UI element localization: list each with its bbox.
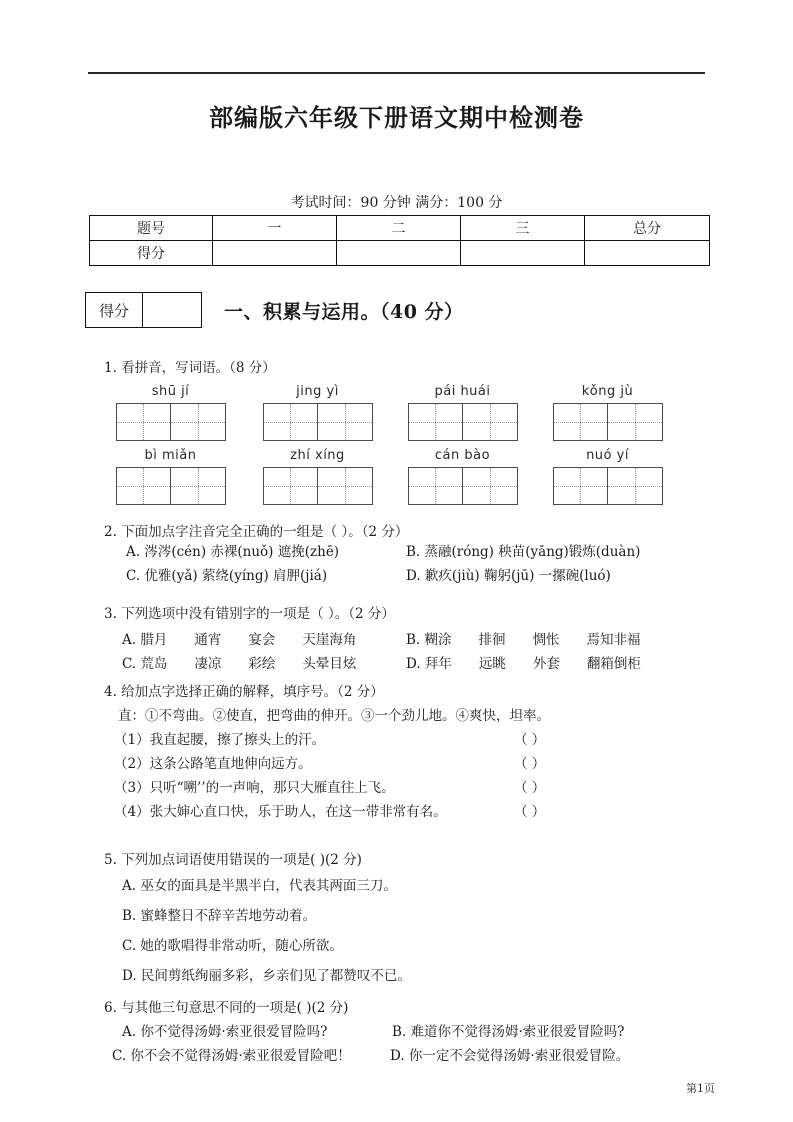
tianzige-cell[interactable]: [462, 404, 516, 440]
question-2-prompt: 2. 下面加点字注音完全正确的一组是（ ）。（2 分）: [104, 524, 409, 540]
score-table-cell: 一: [213, 216, 337, 241]
score-table-cell: 总分: [585, 216, 710, 241]
pinyin-label: nuó yí: [586, 448, 629, 463]
tianzige-cell[interactable]: [170, 404, 224, 440]
score-table-cell: 三: [461, 216, 585, 241]
pinyin-grid-row-1: [0, 383, 793, 445]
section-score-box: [85, 292, 202, 328]
section-score-label: 得分: [86, 293, 143, 327]
tianzige-cell[interactable]: [409, 404, 463, 440]
pinyin-grid-item: [400, 383, 525, 441]
pinyin-label: cán bào: [434, 448, 491, 463]
question-4-answer-2[interactable]: （ ）: [514, 756, 546, 772]
tianzige-box[interactable]: [263, 467, 373, 505]
page-title: 部编版六年级下册语文期中检测卷: [209, 103, 584, 132]
tianzige-cell[interactable]: [117, 404, 171, 440]
table-row: [90, 241, 710, 266]
tianzige-cell[interactable]: [264, 468, 318, 504]
question-3-option-d[interactable]: D. 拜年 远眺 外套 翻箱倒柜: [406, 656, 641, 672]
tianzige-box[interactable]: [553, 403, 663, 441]
pinyin-grid-item: [545, 383, 670, 441]
pinyin-label: pái huái: [434, 384, 491, 399]
question-5-option-b[interactable]: B. 蜜蜂整日不辞辛苦地劳动着。: [122, 908, 317, 924]
tianzige-cell[interactable]: [317, 468, 371, 504]
question-5-prompt: 5. 下列加点词语使用错误的一项是( )(2 分): [104, 852, 362, 868]
pinyin-label: bì miǎn: [144, 448, 197, 463]
question-3-option-b[interactable]: B. 糊涂 排徊 惆怅 焉知非福: [406, 632, 641, 648]
question-2-option-a[interactable]: A. 涔涔(cén) 赤裸(nuǒ) 遮挽(zhē): [126, 544, 340, 560]
question-3-prompt: 3. 下列选项中没有错别字的一项是（ ）。（2 分）: [104, 606, 395, 622]
question-4-item-4: （4）张大婶心直口快，乐于助人，在这一带非常有名。: [114, 804, 447, 820]
score-input-cell[interactable]: [213, 241, 337, 266]
tianzige-cell[interactable]: [607, 404, 661, 440]
score-table-cell: 得分: [90, 241, 213, 266]
question-3-option-c[interactable]: C. 荒岛 凄凉 彩绘 头晕目炫: [122, 656, 357, 672]
question-2-option-c[interactable]: C. 优雅(yǎ) 萦绕(yíng) 肩胛(jiá): [126, 568, 328, 584]
pinyin-label: kǒng jù: [581, 384, 634, 399]
question-5-option-d[interactable]: D. 民间剪纸绚丽多彩，乡亲们见了都赞叹不已。: [122, 968, 411, 984]
pinyin-grid-item: [255, 383, 380, 441]
score-table-cell: 题号: [90, 216, 213, 241]
tianzige-cell[interactable]: [117, 468, 171, 504]
header-rule: [88, 72, 705, 74]
question-4-prompt: 4. 给加点字选择正确的解释，填序号。（2 分）: [104, 684, 384, 700]
question-6-option-d[interactable]: D. 你一定不会觉得汤姆·索亚很爱冒险。: [390, 1048, 630, 1064]
question-4-item-3: （3）只听“嗍’’的一声响，那只大雁直往上飞。: [114, 780, 395, 796]
pinyin-grid-row-2: [0, 447, 793, 509]
score-table-cell: 二: [337, 216, 461, 241]
section-header: [85, 292, 464, 328]
tianzige-cell[interactable]: [317, 404, 371, 440]
score-input-cell[interactable]: [337, 241, 461, 266]
pinyin-grid-item: [400, 447, 525, 505]
tianzige-cell[interactable]: [607, 468, 661, 504]
question-2-option-d[interactable]: D. 歉疚(jiù) 鞠躬(jū) 一摞碗(luó): [406, 568, 611, 584]
score-input-cell[interactable]: [585, 241, 710, 266]
question-4-definitions: 直：①不弯曲。②使直，把弯曲的伸开。③一个劲儿地。④爽快，坦率。: [118, 708, 550, 724]
score-input-cell[interactable]: [461, 241, 585, 266]
tianzige-cell[interactable]: [554, 404, 608, 440]
tianzige-cell[interactable]: [264, 404, 318, 440]
pinyin-label: shū jí: [151, 384, 190, 399]
question-3-option-a[interactable]: A. 腊月 通宵 宴会 天崖海角: [122, 632, 357, 648]
question-4-answer-3[interactable]: （ ）: [514, 780, 546, 796]
page-footer: 第1页: [686, 1082, 715, 1095]
tianzige-cell[interactable]: [554, 468, 608, 504]
pinyin-label: jing yì: [296, 384, 339, 399]
question-6-option-a[interactable]: A. 你不觉得汤姆·索亚很爱冒险吗?: [122, 1024, 328, 1040]
tianzige-box[interactable]: [116, 467, 226, 505]
tianzige-box[interactable]: [408, 403, 518, 441]
question-4-answer-4[interactable]: （ ）: [514, 804, 546, 820]
tianzige-box[interactable]: [116, 403, 226, 441]
table-row: [90, 216, 710, 241]
pinyin-grid-item: [545, 447, 670, 505]
question-2-option-b[interactable]: B. 蒸融(róng) 秧苗(yāng)锻炼(duàn): [406, 544, 641, 560]
tianzige-box[interactable]: [553, 467, 663, 505]
section-title: 一、积累与运用。（40 分）: [224, 300, 464, 323]
exam-meta: 考试时间：90 分钟 满分：100 分: [290, 195, 503, 211]
question-5-option-a[interactable]: A. 巫女的面具是半黑半白，代表其两面三刀。: [122, 878, 397, 894]
pinyin-label: zhí xíng: [290, 448, 345, 463]
question-6-option-b[interactable]: B. 难道你不觉得汤姆·索亚很爱冒险吗?: [392, 1024, 625, 1040]
pinyin-grid-item: [108, 447, 233, 505]
score-table: [89, 215, 710, 266]
tianzige-box[interactable]: [408, 467, 518, 505]
question-5-option-c[interactable]: C. 她的歌唱得非常动听，随心所欲。: [122, 938, 343, 954]
question-4-answer-1[interactable]: （ ）: [514, 732, 546, 748]
tianzige-cell[interactable]: [462, 468, 516, 504]
question-1-prompt: 1. 看拼音，写词语。（8 分）: [104, 360, 276, 376]
pinyin-grid-item: [255, 447, 380, 505]
question-4-item-2: （2）这条公路笔直地伸向远方。: [114, 756, 312, 772]
pinyin-grid-item: [108, 383, 233, 441]
question-4-item-1: （1）我直起腰，擦了擦头上的汗。: [114, 732, 326, 748]
question-6-option-c[interactable]: C. 你不会不觉得汤姆·索亚很爱冒险吧！: [112, 1048, 351, 1064]
tianzige-cell[interactable]: [170, 468, 224, 504]
tianzige-box[interactable]: [263, 403, 373, 441]
tianzige-cell[interactable]: [409, 468, 463, 504]
section-score-input[interactable]: [143, 293, 201, 327]
question-6-prompt: 6. 与其他三句意思不同的一项是( )(2 分): [104, 1000, 349, 1016]
